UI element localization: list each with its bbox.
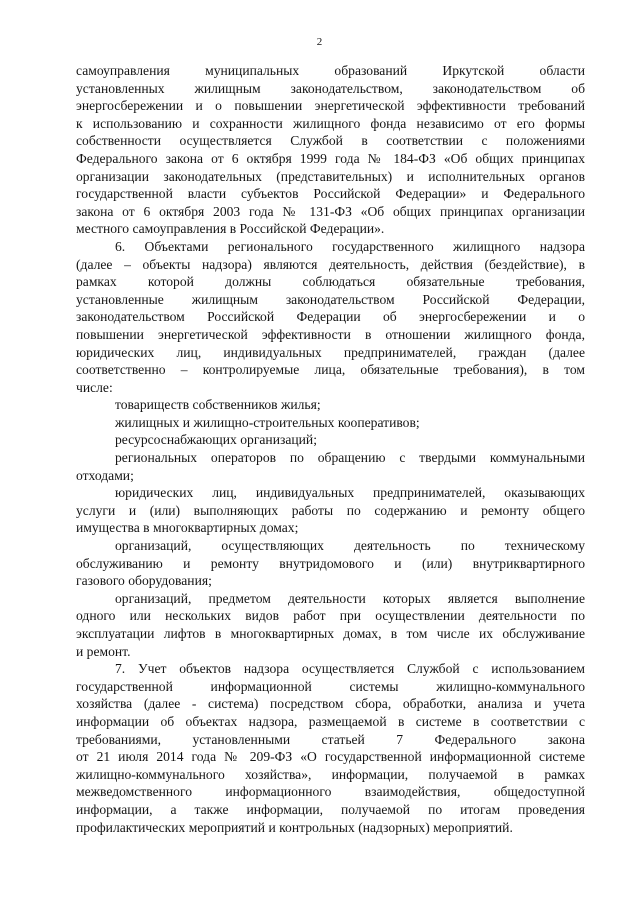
text-line: собственности осуществляется Службой в соответствии с положениями [76,133,585,149]
paragraph-7 [76,660,585,836]
list-item [76,484,585,537]
text-line: к использованию и сохранности жилищного фонда независимо от его формы [76,115,585,131]
text-line: информации об объектах надзора, размещаемой в системе в соответствии с [76,713,585,729]
list-item [76,449,585,484]
text-line: хозяйства (далее - система) посредством сбора, обработки, анализа и учета [76,696,585,712]
text-line: энергосбережении и о повышении энергетической эффективности требований [76,98,585,114]
text-line: одного или нескольких видов работ при осуществлении деятельности по [76,608,585,624]
text-line: отходами; [76,467,134,483]
text-line: требованиями, установленными статьей 7 Федерального закона [76,731,585,747]
text-line: 6. Объектами регионального государственного жилищного надзора [115,238,585,254]
text-line: Федерального закона от 6 октября 1999 года № 184-ФЗ «Об общих принципах [76,150,585,166]
text-line: организаций, предметом деятельности которых является выполнение [115,590,585,606]
text-line: государственной власти субъектов Российской Федерации» и Федерального [76,186,585,202]
text-line: и ремонт. [76,643,131,659]
list-item [76,396,585,414]
list-item [76,590,585,660]
text-line: повышении энергетической эффективности в отношении жилищного фонда, [76,326,585,342]
text-line: профилактических мероприятий и контрольных (надзорных) мероприятий. [76,819,513,835]
text-line: рамках которой должны соблюдаться обязательные требования, [76,274,585,290]
text-line: (далее – объекты надзора) являются деятельность, действия (бездействие), в [76,256,585,272]
text-line: закона от 6 октября 2003 года № 131-ФЗ «Об общих принципах организации [76,203,585,219]
text-line: 7. Учет объектов надзора осуществляется Службой с использованием [115,661,585,677]
text-line: газового оборудования; [76,573,212,589]
text-line: самоуправления муниципальных образований Иркутской области [76,63,585,78]
text-line: юридических лиц, индивидуальных предпринимателей, граждан (далее [76,344,585,360]
text-line: региональных операторов по обращению с твердыми коммунальными [115,450,585,466]
text-line: юридических лиц, индивидуальных предпринимателей, оказывающих [115,485,585,501]
text-line: эксплуатации лифтов в многоквартирных домах, в том числе их обслуживание [76,626,585,641]
text-line: числе: [76,379,113,395]
text-line: жилищных и жилищно-строительных кооперативов; [115,414,420,430]
text-line: услуги и (или) выполняющих работы по содержанию и ремонту общего [76,502,585,518]
text-line: установленных жилищным законодательством, законодательством об [76,80,585,96]
list-item [76,431,585,449]
text-line: организации законодательных (представительных) и исполнительных органов [76,168,585,184]
text-line: соответственно – контролируемые лица, обязательные требования), в том [76,362,585,378]
text-line: жилищно-коммунального хозяйства», информации, получаемой в рамках [76,766,585,782]
paragraph-intro [76,62,585,238]
document-body [76,62,585,836]
list-item [76,537,585,590]
text-line: государственной информационной системы жилищно-коммунального [76,678,585,694]
text-line: межведомственного информационного взаимодействия, общедоступной [76,784,585,800]
page-number: 2 [316,36,323,48]
text-line: ресурсоснабжающих организаций; [115,432,317,448]
text-line: местного самоуправления в Российской Федерации». [76,221,385,237]
text-line: организаций, осуществляющих деятельность по техническому [115,538,585,554]
text-line: законодательством Российской Федерации об энергосбережении и о [76,309,585,325]
list-item [76,414,585,432]
text-line: товариществ собственников жилья; [115,397,321,413]
text-line: установленные жилищным законодательством Российской Федерации, [76,291,585,307]
text-line: информации, а также информации, получаемой по итогам проведения [76,801,585,817]
text-line: имущества в многоквартирных домах; [76,520,299,536]
text-line: от 21 июля 2014 года № 209-ФЗ «О государственной информационной системе [76,749,585,765]
paragraph-6 [76,238,585,396]
text-line: обслуживанию и ремонту внутридомового и (или) внутриквартирного [76,555,585,571]
